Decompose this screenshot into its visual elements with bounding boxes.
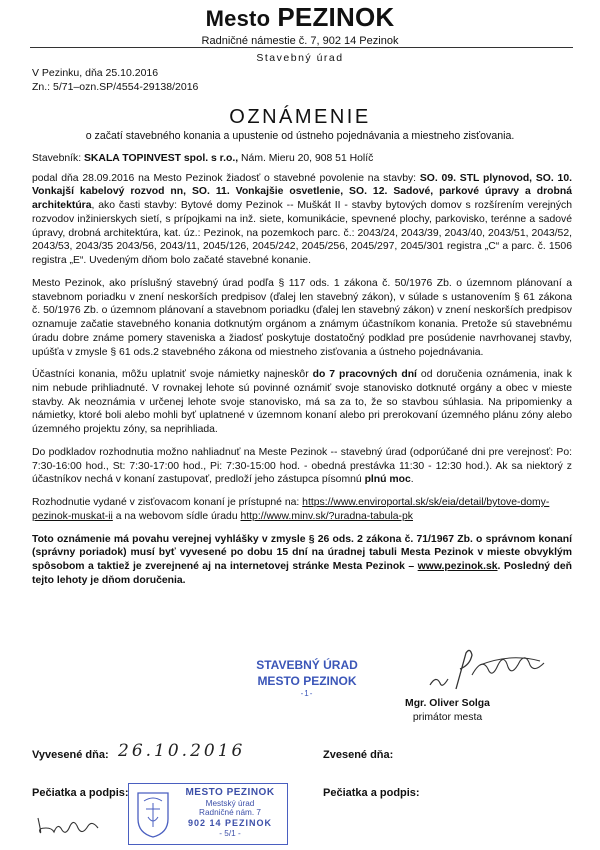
town-prefix: Mesto: [205, 6, 271, 31]
document-title: OZNÁMENIE: [229, 106, 371, 128]
p6-text-a: Toto oznámenie má povahu verejnej vyhlášky v zmysle § 26 ods. 2 zákona č. 71/1967 Zb. o správnom konaní (správny poriadok) musí byť vyvesené po dobu 15 dní na úradnej tabuli Mesta Pezinok v mieste obvyklým spôsobom a taktiež je zverejnené aj na internetovej stránke Mesta Pezinok –: [32, 533, 572, 573]
removed-label: Zvesené dňa:: [323, 749, 394, 761]
document-subtitle: o začatí stavebného konania a upustenie od ústneho pojednávania a miestneho zisťovania.: [85, 130, 515, 142]
p3-deadline: do 7 pracovných dní: [312, 369, 417, 381]
p1-text-a: podal dňa 28.09.2016 na Mesto Pezinok žiadosť o stavebné povolenie na stavby:: [32, 172, 420, 184]
coat-of-arms-icon: [134, 789, 172, 839]
minv-link[interactable]: http://www.minv.sk/?uradna-tabula-pk: [240, 510, 413, 522]
signer-role: primátor mesta: [412, 711, 483, 723]
place-date: V Pezinku, dňa 25.10.2016: [32, 67, 159, 79]
p4-text-c: .: [410, 474, 414, 486]
document-meta: [32, 66, 198, 94]
office-stamp-line2: MESTO PEZINOK: [257, 673, 357, 688]
p4-text-a: Do podkladov rozhodnutia možno nahliadnuť na Meste Pezinok -- stavebný úrad (odporúčané dni pre verejnosť: Po: 7:30-16:00 hod., St: 7:30-17:00 hod., Pi: 7:30-15:00 hod. - obedná prestávka 11:30 - 12:30 hod.). Ak sa niektorý z účastníkov nechá v konaní zastupovať, predloží jeho zástupca písomnú: [32, 446, 572, 486]
p5-text-b: a na webovom sídle úradu: [112, 510, 241, 522]
municipal-stamp: [128, 783, 288, 845]
stamp-line1: MESTO PEZINOK: [185, 787, 275, 798]
posted-label: Vyvesené dňa:: [32, 749, 109, 761]
town-name: PEZINOK: [277, 2, 395, 32]
p4-power-of-attorney: plnú moc: [364, 474, 411, 486]
builder-label: Stavebník:: [32, 153, 82, 164]
enviroportal-link[interactable]: https://www.enviroportal.sk/sk/eia/detail/bytove-domy-pezinok-muskat-ii: [32, 497, 550, 522]
p5-text-a: Rozhodnutie vydané v zisťovacom konaní je prístupné na:: [32, 497, 303, 509]
paragraph-application: [32, 172, 572, 268]
office-stamp-line1: STAVEBNÝ ÚRAD: [256, 658, 358, 672]
town-address: Radničné námestie č. 7, 902 14 Pezinok: [201, 34, 399, 47]
p1-text-c: , ako časti stavby: Bytové domy Pezinok -- Muškát II - stavby bytových domov s rozšírením verejných rozvodov inžinierskych sietí, s prípojkami na inž. siete, komunikácie, spevnené plochy, parkovisko, terénne a sadové úpravy, drobná architektúra, kat. úz.: Pezinok, na pozemkoch parc. č.: 2043/24, 2043/39, 2043/40, 2043/51, 2043/52, 2043/53, 2043/35 2043/56, 2043/11, 2045/126, 2045/242, 2045/256, 2045/297, 2045/301 registra „C“ a parc. č. 1506 registra „E“. Uvedeným dňom bolo začaté stavebné konanie.: [32, 200, 572, 267]
office-name: Stavebný úrad: [256, 52, 344, 64]
town-title: [0, 3, 600, 33]
office-stamp-number: -1-: [300, 689, 314, 699]
p6-text-b: . Posledný deň tejto lehoty je dňom doručenia.: [32, 561, 572, 586]
municipal-stamp-text: [175, 787, 285, 838]
paragraph-links: [32, 496, 572, 523]
paragraph-objections: [32, 368, 572, 437]
builder-name: SKALA TOPINVEST spol. s r.o.,: [84, 153, 239, 164]
stamp-label-left: Pečiatka a podpis:: [32, 787, 129, 799]
paragraph-inspection: [32, 446, 572, 487]
paragraph-authority: Mesto Pezinok, ako príslušný stavebný úrad podľa § 117 ods. 1 zákona č. 50/1976 Zb. o územnom plánovaní a stavebnom poriadku v znení neskorších predpisov (ďalej len stavebný zákon), v súlade s ustanovením § 61 zákona č. 50/1976 Zb. o územnom plánovaní a stavebnom poriadku (ďalej len stavebný zákon) v znení neskorších predpisov oznamuje začatie stavebného konania dotknutým orgánom a známym účastníkom konania. Pretože sú stavebnému úradu dobre známe pomery staveniska a žiadosť poskytuje dostatočný podklad pre posúdenie navrhovanej stavby, upúšťa v zmysle § 61 ods.2 stavebného zákona od miestneho zisťovania a ústneho pojednávania.: [32, 277, 572, 358]
document-body: [32, 152, 572, 597]
builder-address: Nám. Mieru 20, 908 51 Holíč: [241, 153, 374, 164]
signer-name: Mgr. Oliver Solga: [405, 698, 490, 709]
p3-text-a: Účastníci konania, môžu uplatniť svoje námietky najneskôr: [32, 369, 313, 381]
mayor-signature: [420, 645, 560, 702]
pezinok-link[interactable]: www.pezinok.sk: [417, 561, 498, 573]
letterhead: [0, 3, 600, 48]
signer-block: [360, 697, 535, 724]
header-divider: [30, 47, 573, 48]
stamp-label-right: Pečiatka a podpis:: [323, 787, 420, 799]
posted-date: 26.10.2016: [118, 741, 246, 761]
stamp-line3: Radničné nám. 7: [199, 808, 261, 818]
office-stamp: [232, 658, 382, 700]
stamp-line5: - 5/1 -: [219, 828, 241, 838]
reference-number: Zn.: 5/71–ozn.SP/4554-29138/2016: [32, 81, 199, 94]
stamp-line2: Mestský úrad: [205, 798, 255, 808]
stamp-line4: 902 14 PEZINOK: [187, 818, 273, 829]
p1-structures: SO. 09. STL plynovod, SO. 10. Vonkajší kabelový rozvod nn, SO. 11. Vonkajšie osvetlenie, SO. 12. Sadové, parkové úpravy a drobná architektúra: [32, 172, 572, 212]
paragraph-public-notice: [32, 533, 572, 588]
builder-line: [32, 152, 572, 166]
clerk-signature: [34, 812, 114, 845]
p3-text-c: od doručenia oznámenia, inak k nim nebude prihliadnuté. V rovnakej lehote sú povinné oznámiť svoje stanovisko dotknuté orgány a obec v mieste stavby. Ak neoznámia v určenej lehote svoje stanovisko, má sa za to, že so stavbou súhlasia. Na pripomienky a námietky, ktoré boli alebo mohli byť uplatnené v územnom konaní alebo pri prerokovaní územného plánu zóny alebo územného projektu zóny, sa neprihliada.: [32, 369, 572, 436]
